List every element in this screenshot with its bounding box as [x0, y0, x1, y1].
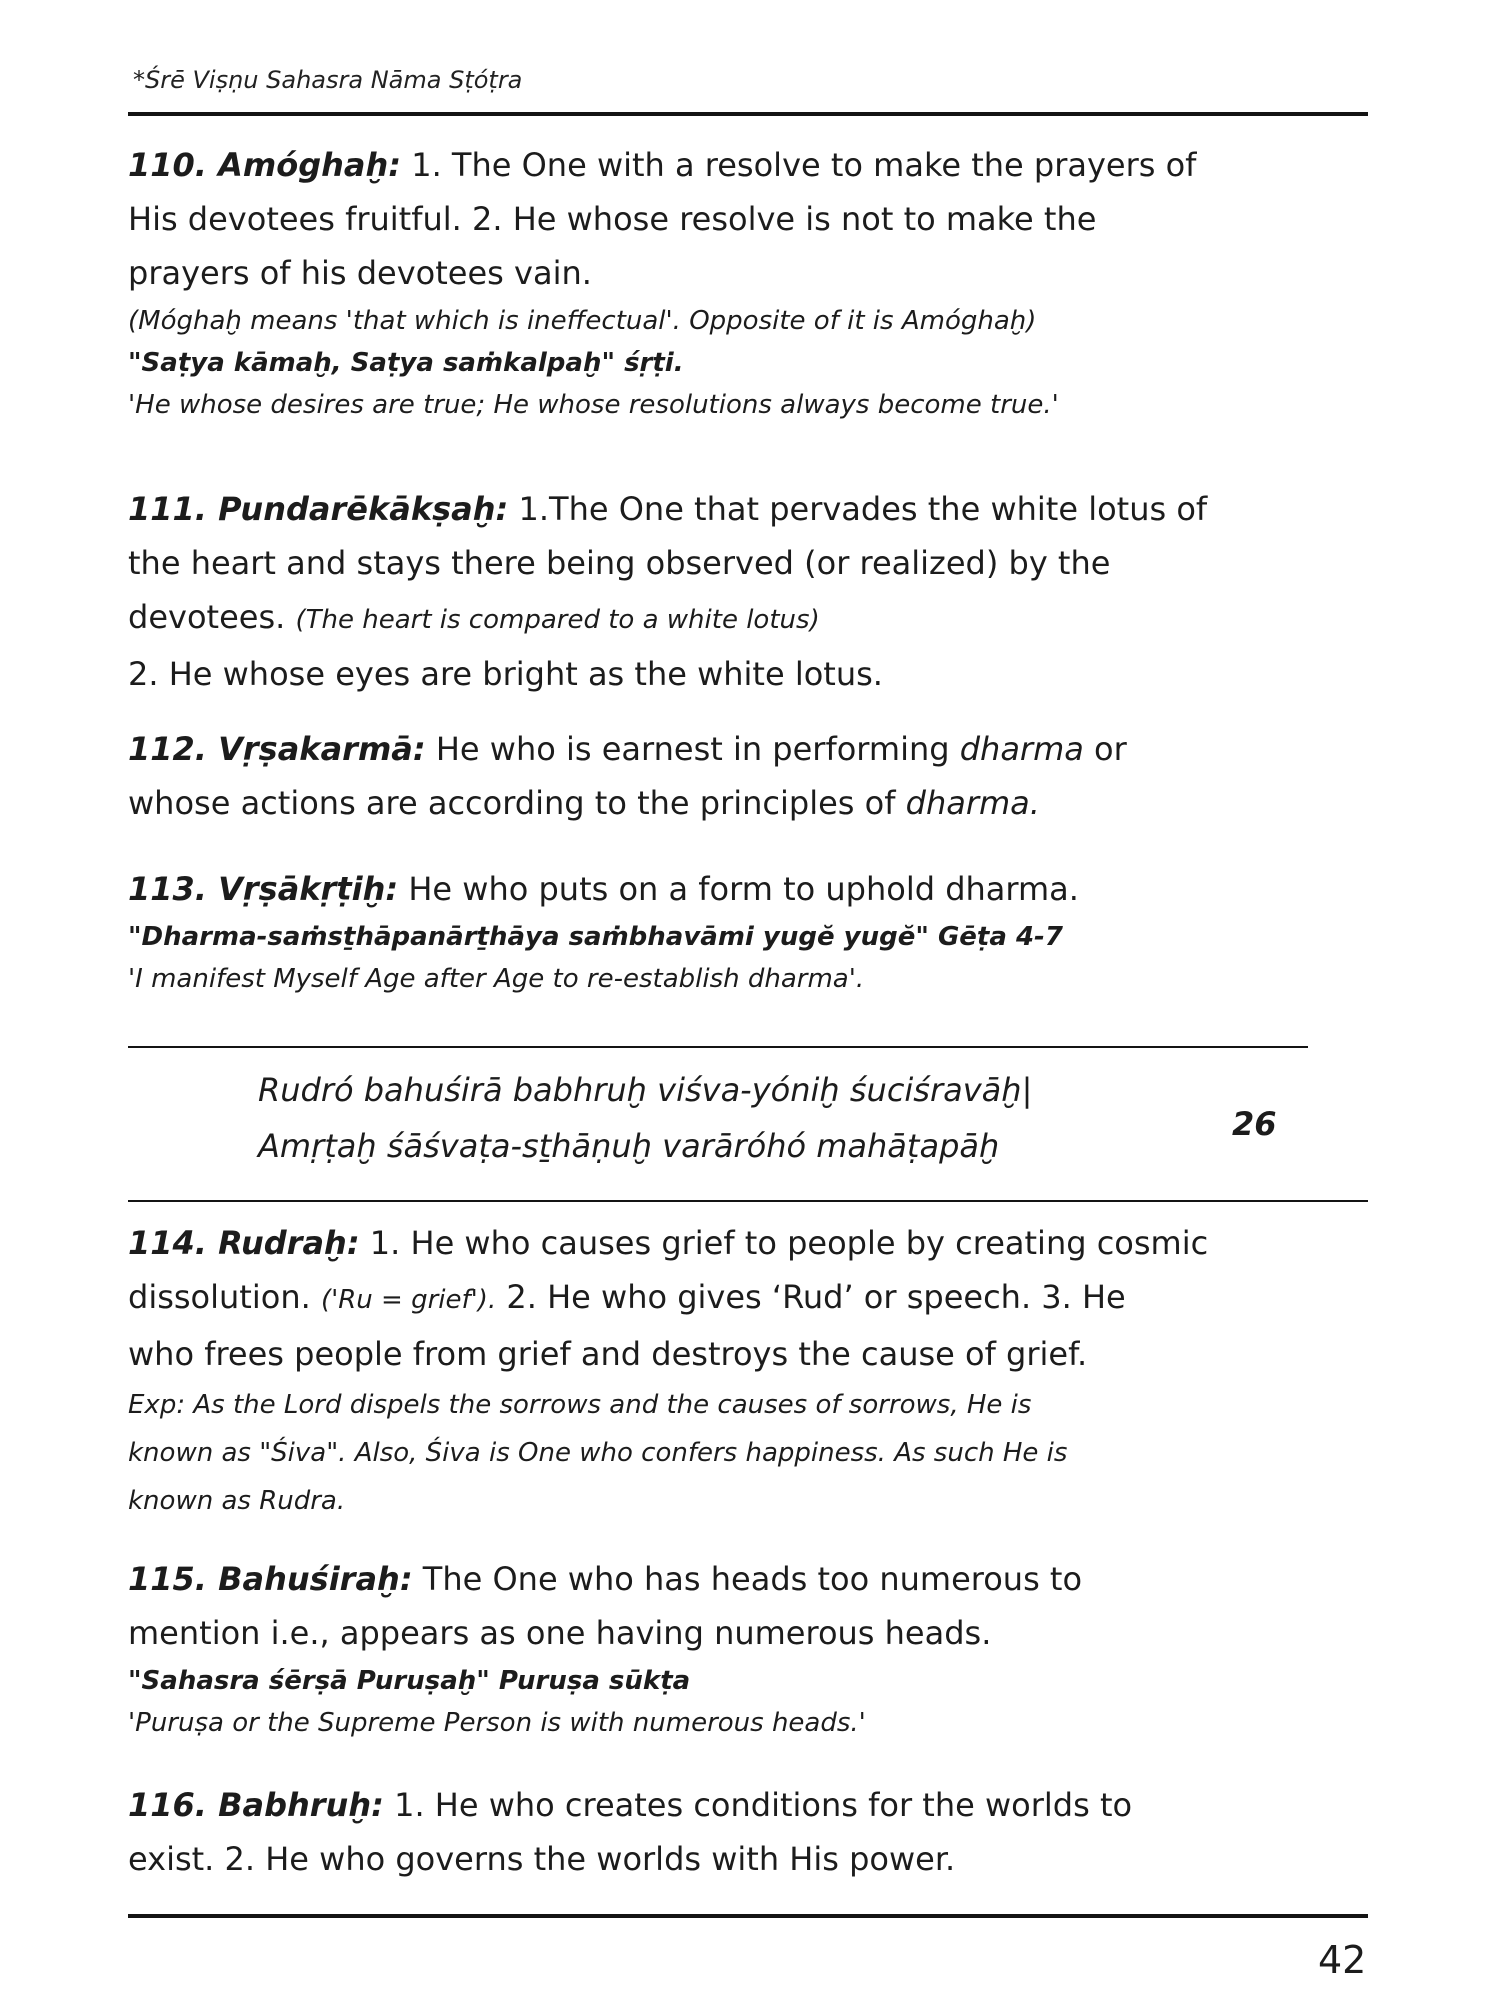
- entry-115-line-2: mention i.e., appears as one having numerous heads.: [128, 1614, 992, 1652]
- entry-115-line-1: 115. Bahuśiraḫ: The One who has heads too numerous to: [128, 1560, 1083, 1598]
- entry-110-quote: "Saṭya kāmaḫ, Saṭya saṁkalpaḫ" śṛṭi.: [128, 348, 684, 378]
- entry-116: [128, 1778, 1398, 1886]
- entry-115-translation: 'Puruṣa or the Supreme Person is with numerous heads.': [128, 1708, 866, 1738]
- entry-110-line-2: His devotees fruitful. 2. He whose resolve is not to make the: [128, 200, 1097, 238]
- entry-111-term: 111. Pundarēkākṣaḫ:: [128, 490, 509, 528]
- entry-112-line-2: whose actions are according to the principles of dharma.: [128, 784, 1040, 822]
- entry-116-line-1: 116. Babhruḫ: 1. He who creates conditions for the worlds to: [128, 1786, 1133, 1824]
- entry-114-line-3: who frees people from grief and destroys the cause of grief.: [128, 1335, 1088, 1373]
- verse-line-1: Rudró bahuśirā babhruḫ viśva-yóniḫ śuciśravāḫ|: [258, 1071, 1033, 1109]
- entry-114-line-1: 114. Rudraḫ: 1. He who causes grief to people by creating cosmic: [128, 1224, 1209, 1262]
- verse-number: 26: [1232, 1105, 1277, 1143]
- entry-110: [128, 138, 1398, 426]
- entry-114-term: 114. Rudraḫ:: [128, 1224, 360, 1262]
- footer-rule: [128, 1914, 1368, 1918]
- entry-115-quote: "Sahasra śērṣā Puruṣaḫ" Puruṣa sūkṭa: [128, 1666, 691, 1696]
- page-number: 42: [1318, 1938, 1367, 1982]
- entry-111-line-1: 111. Pundarēkākṣaḫ: 1.The One that pervades the white lotus of: [128, 490, 1208, 528]
- entry-110-term: 110. Amóghaḫ:: [128, 146, 402, 184]
- entry-115-term: 115. Bahuśiraḫ:: [128, 1560, 413, 1598]
- entry-110-note: (Móghaḫ means 'that which is ineffectual'. Opposite of it is Amóghaḫ): [128, 306, 1037, 336]
- entry-116-line-2: exist. 2. He who governs the worlds with His power.: [128, 1840, 956, 1878]
- verse-top-rule: [128, 1046, 1308, 1048]
- entry-114-exp-1: Exp: As the Lord dispels the sorrows and the causes of sorrows, He is: [128, 1390, 1032, 1420]
- entry-110-translation: 'He whose desires are true; He whose resolutions always become true.': [128, 390, 1059, 420]
- entry-114-exp-2: known as "Śiva". Also, Śiva is One who confers happiness. As such He is: [128, 1438, 1068, 1468]
- entry-111: [128, 482, 1398, 701]
- entry-111-line-4: 2. He whose eyes are bright as the white lotus.: [128, 655, 883, 693]
- entry-112: [128, 722, 1398, 830]
- running-header: *Śrē Viṣṇu Sahasra Nāma Sṭóṭra: [133, 66, 523, 94]
- entry-114-line-2: dissolution. ('Ru = grief'). 2. He who gives ‘Rud’ or speech. 3. He: [128, 1278, 1126, 1316]
- entry-113: [128, 862, 1398, 1000]
- verse-line-2: Amṛṭaḫ śāśvaṭa-sṯhāṇuḫ varāróhó mahāṭapāḫ: [258, 1127, 1000, 1165]
- entry-114: [128, 1216, 1398, 1525]
- entry-110-line-3: prayers of his devotees vain.: [128, 254, 592, 292]
- verse-block: [258, 1062, 1258, 1174]
- entry-113-translation: 'I manifest Myself Age after Age to re-establish dharma'.: [128, 964, 865, 994]
- entry-113-term: 113. Vṛṣākṛṭiḫ:: [128, 870, 399, 908]
- entry-114-exp-3: known as Rudra.: [128, 1486, 346, 1516]
- verse-bottom-rule: [128, 1200, 1368, 1202]
- entry-115: [128, 1552, 1398, 1744]
- entry-112-term: 112. Vṛṣakarmā:: [128, 730, 426, 768]
- entry-116-term: 116. Babhruḫ:: [128, 1786, 384, 1824]
- entry-111-line-2: the heart and stays there being observed (or realized) by the: [128, 544, 1111, 582]
- entry-111-line-3: devotees. (The heart is compared to a white lotus): [128, 598, 820, 636]
- entry-113-line-1: 113. Vṛṣākṛṭiḫ: He who puts on a form to uphold dharma.: [128, 870, 1079, 908]
- entry-110-line-1: 110. Amóghaḫ: 1. The One with a resolve to make the prayers of: [128, 146, 1197, 184]
- entry-113-quote: "Dharma-saṁsṯhāpanārṯhāya saṁbhavāmi yugĕ yugĕ" Gēṭa 4-7: [128, 922, 1063, 952]
- entry-112-line-1: 112. Vṛṣakarmā: He who is earnest in performing dharma or: [128, 730, 1127, 768]
- header-rule: [128, 112, 1368, 116]
